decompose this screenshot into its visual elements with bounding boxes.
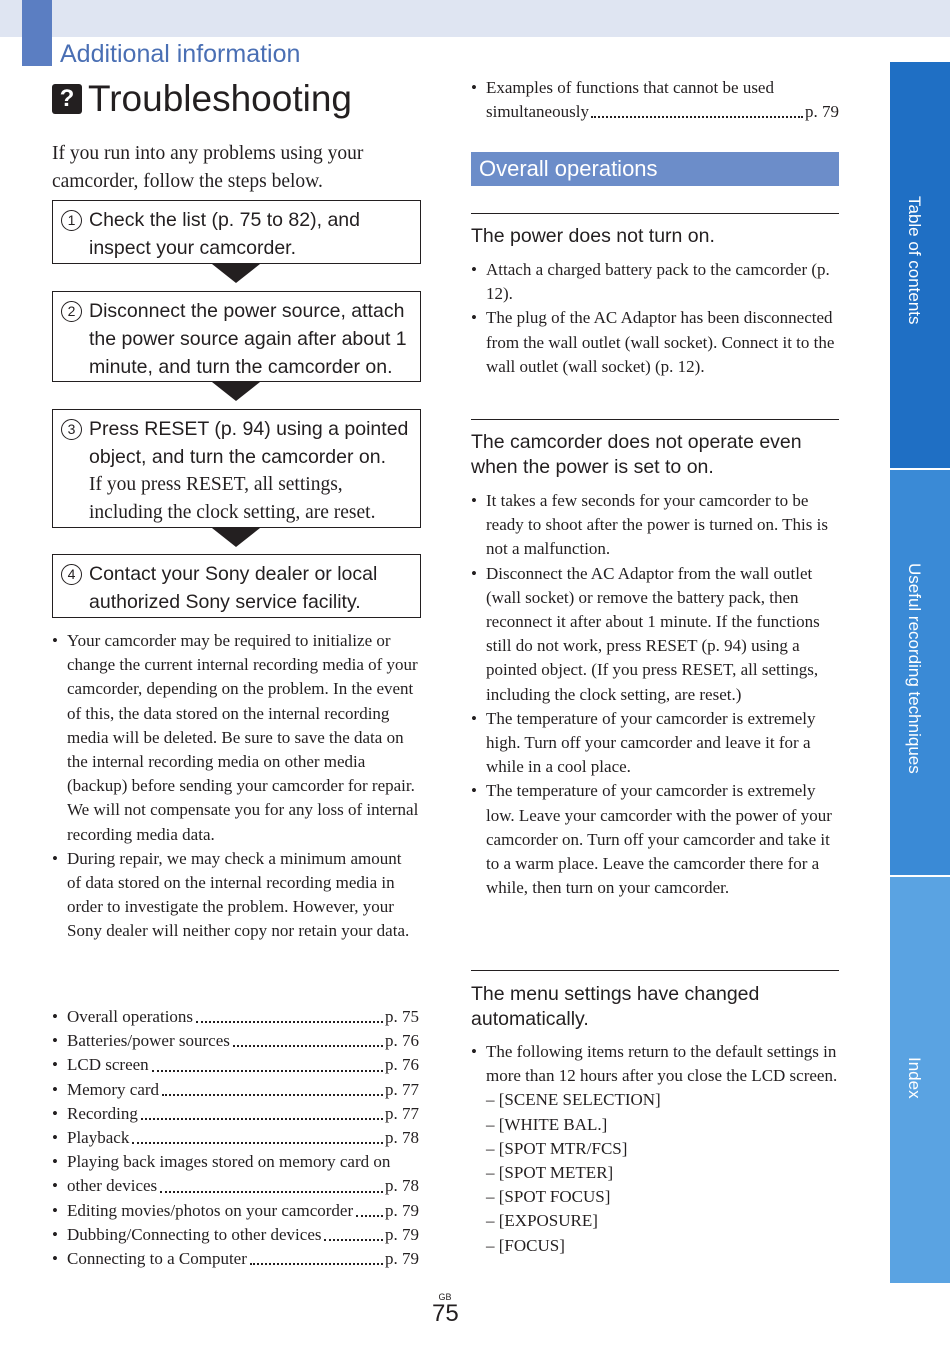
examples-label-line2: simultaneously — [486, 102, 589, 122]
step-text-3: Press RESET (p. 94) using a pointed object, and turn the camcorder on. — [89, 418, 409, 468]
toc-label-line2-row — [52, 1174, 419, 1198]
page-number — [432, 1292, 458, 1326]
step-arrow-2 — [212, 382, 260, 401]
toc-label-line1: • Playing back images stored on memory card on — [67, 1152, 391, 1172]
menu-item: – [SCENE SELECTION] — [486, 1090, 661, 1110]
step-text-4: Contact your Sony dealer or local authorized Sony service facility. — [89, 563, 378, 613]
examples-label-row — [471, 100, 839, 124]
toc-label: • LCD screen — [67, 1055, 149, 1075]
header-band — [0, 0, 950, 37]
step-text-1: Check the list (p. 75 to 82), and inspect your camcorder. — [89, 209, 360, 259]
toc-page: p. 76 — [385, 1055, 419, 1075]
leader-dots — [160, 1191, 383, 1193]
toc-row[interactable] — [52, 1078, 419, 1102]
tab-index[interactable] — [890, 877, 950, 1283]
leader-dots — [141, 1118, 383, 1120]
step-box-2 — [52, 291, 421, 382]
toc-label: • Memory card — [67, 1079, 160, 1099]
toc-page: p. 77 — [385, 1103, 419, 1123]
header-accent-block — [22, 0, 52, 66]
tab-table-of-contents[interactable] — [890, 62, 950, 468]
issue-bullet: • Attach a charged battery pack to the camcorder (p. 12). — [471, 258, 839, 306]
issue-bullet: • Disconnect the AC Adaptor from the wall outlet (wall socket) or remove the battery pack, then reconnect it after about 1 minute. If the functions still do not work, press RESET (p. 94) using a pointed object. (If you press RESET, all settings, including the clock setting, are reset.) — [471, 562, 839, 707]
leader-dots — [356, 1215, 383, 1217]
page-title-text: Troubleshooting — [88, 78, 352, 119]
toc-label: • Editing movies/photos on your camcorder — [67, 1200, 354, 1220]
leader-dots — [250, 1263, 383, 1265]
menu-item: – [SPOT METER] — [486, 1163, 614, 1183]
leader-dots — [324, 1239, 383, 1241]
page-number-value: 75 — [432, 1300, 459, 1327]
toc-page: p. 79 — [385, 1200, 419, 1220]
page-region: GB — [438, 1292, 452, 1302]
divider — [471, 419, 839, 420]
toc-label: • Playback — [67, 1128, 130, 1148]
issue-bullets — [471, 489, 839, 900]
toc-row[interactable] — [52, 1223, 419, 1247]
menu-item: – [SPOT MTR/FCS] — [486, 1138, 628, 1158]
leader-dots — [591, 116, 803, 118]
step-number-1: 1 — [61, 210, 82, 231]
step-box-4 — [52, 554, 421, 618]
issue-bullet: • It takes a few seconds for your camcorder to be ready to shoot after the power is turned on. This is not a malfunction. — [471, 489, 839, 562]
toc-label-line1-row — [52, 1150, 419, 1174]
toc-page: p. 76 — [385, 1031, 419, 1051]
note-item: • Your camcorder may be required to initialize or change the current internal recording media of your camcorder, depending on the problem. In the event of this, the data stored on the internal recording media will be deleted. Be sure to save the data on the internal recording media on other media (backup) before sending your camcorder for repair. We will not compensate you for any loss of internal recording media data. — [52, 629, 419, 847]
menu-item: – [WHITE BAL.] — [486, 1114, 608, 1134]
leader-dots — [162, 1094, 383, 1096]
menu-item: – [FOCUS] — [486, 1235, 565, 1255]
leader-dots — [132, 1142, 383, 1144]
toc-page: p. 79 — [385, 1224, 419, 1244]
toc-row[interactable] — [52, 1102, 419, 1126]
toc-label: • Dubbing/Connecting to other devices — [67, 1224, 322, 1244]
intro-text: If you run into any problems using your camcorder, follow the steps below. — [52, 143, 364, 192]
toc-label: • Batteries/power sources — [67, 1031, 230, 1051]
toc-page: p. 78 — [385, 1176, 419, 1196]
toc-label: • other devices — [67, 1176, 158, 1196]
step-box-1 — [52, 200, 421, 264]
menu-item: – [SPOT FOCUS] — [486, 1187, 611, 1207]
examples-label-line1: • Examples of functions that cannot be used — [471, 76, 839, 100]
issue-heading: The power does not turn on. — [471, 225, 715, 247]
toc-page: p. 78 — [385, 1128, 419, 1148]
tab-label: Table of contents — [905, 196, 924, 325]
examples-link[interactable] — [471, 76, 839, 124]
step-text-2: Disconnect the power source, attach the power source again after about 1 minute, and turn the camcorder on. — [89, 300, 407, 378]
step-arrow-3 — [212, 528, 260, 547]
step-box-3 — [52, 409, 421, 528]
toc-row[interactable] — [52, 1005, 419, 1029]
toc-row[interactable] — [52, 1126, 419, 1150]
issue-bullets — [471, 1040, 839, 1258]
tab-label: Useful recording techniques — [905, 563, 924, 774]
issue-heading: The camcorder does not operate even when the power is set to on. — [471, 431, 802, 478]
toc-row[interactable] — [52, 1247, 419, 1271]
section-heading-overall: Overall operations — [471, 152, 839, 186]
toc-row[interactable] — [52, 1199, 419, 1223]
step-number-3: 3 — [61, 419, 82, 440]
toc-label: • Overall operations — [67, 1007, 194, 1026]
help-icon: ? — [52, 84, 82, 114]
toc-row-multiline[interactable] — [52, 1150, 419, 1198]
step-number-2: 2 — [61, 301, 82, 322]
leader-dots — [233, 1045, 383, 1047]
toc-row[interactable] — [52, 1053, 419, 1077]
note-item: • During repair, we may check a minimum amount of data stored on the internal recording media in order to investigate the problem. However, your Sony dealer will neither copy nor retain your data. — [52, 847, 419, 944]
leader-dots — [196, 1021, 383, 1023]
step-note-3: If you press RESET, all settings, including the clock setting, are reset. — [89, 474, 376, 523]
toc-page: p. 75 — [385, 1007, 419, 1026]
issue-bullets — [471, 258, 839, 379]
page-title — [52, 78, 352, 120]
step-arrow-1 — [212, 264, 260, 283]
issue-bullet: • The plug of the AC Adaptor has been disconnected from the wall outlet (wall socket). Connect it to the wall outlet (wall socket) (p. 12). — [471, 306, 839, 379]
leader-dots — [152, 1070, 383, 1072]
toc-label: • Recording — [67, 1103, 138, 1123]
examples-page: p. 79 — [805, 102, 839, 122]
notes-list — [52, 629, 419, 944]
issue-bullet: • The temperature of your camcorder is extremely low. Leave your camcorder with the power of your camcorder on. Turn off your camcorder and take it to a warm place. Leave the camcorder there for a while, then turn on your camcorder. — [471, 779, 839, 900]
toc-label: • Connecting to a Computer — [67, 1249, 247, 1269]
tab-label: Index — [905, 1057, 924, 1099]
menu-item: – [EXPOSURE] — [486, 1211, 598, 1231]
toc-page: p. 77 — [385, 1079, 419, 1099]
section-label: Additional information — [60, 40, 301, 68]
issue-bullet: • The following items return to the default settings in more than 12 hours after you close the LCD screen. — [471, 1040, 839, 1088]
step-number-4: 4 — [61, 564, 82, 585]
divider — [471, 970, 839, 971]
toc-row[interactable] — [52, 1029, 419, 1053]
divider — [471, 213, 839, 214]
topic-index-list — [52, 1005, 419, 1271]
toc-page: p. 79 — [385, 1249, 419, 1269]
issue-bullet: • The temperature of your camcorder is extremely high. Turn off your camcorder and leave it for a while in a cool place. — [471, 707, 839, 780]
tab-useful-recording-techniques[interactable] — [890, 470, 950, 875]
issue-heading: The menu settings have changed automatically. — [471, 983, 760, 1030]
